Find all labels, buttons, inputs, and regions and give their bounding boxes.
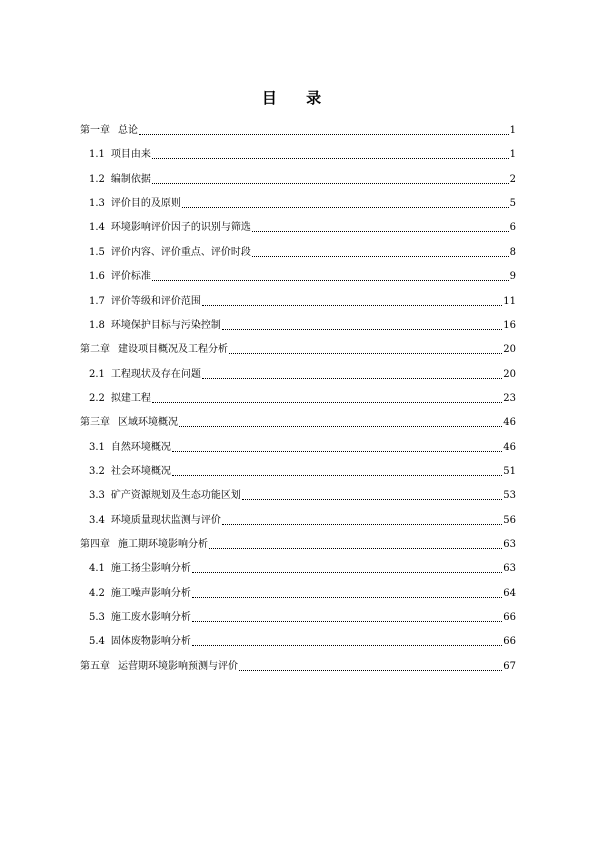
toc-entry-page: 6 bbox=[509, 222, 516, 234]
toc-entry-title: 环境保护目标与污染控制 bbox=[110, 319, 221, 331]
toc-entry-title: 总论 bbox=[118, 125, 138, 136]
toc-entry-page: 11 bbox=[503, 295, 516, 307]
toc-section-entry[interactable] bbox=[89, 440, 516, 454]
toc-entry-title: 社会环境概况 bbox=[110, 465, 171, 477]
toc-entry-number: 4.1 bbox=[89, 563, 105, 575]
toc-entry-number: 1.7 bbox=[89, 295, 105, 307]
toc-leader-dots bbox=[139, 133, 509, 135]
toc-chapter-entry[interactable] bbox=[80, 123, 516, 137]
toc-leader-dots bbox=[192, 644, 502, 646]
toc-entry-page: 67 bbox=[503, 660, 516, 672]
toc-entry-title: 区域环境概况 bbox=[118, 417, 178, 429]
toc-entry-page: 46 bbox=[503, 441, 516, 453]
toc-title: 目 录 bbox=[261, 89, 334, 107]
toc-entry-number: 1.6 bbox=[89, 271, 105, 283]
toc-entry-page: 63 bbox=[503, 539, 516, 550]
toc-chapter-entry[interactable] bbox=[80, 537, 516, 551]
toc-entry-page: 9 bbox=[509, 271, 516, 283]
toc-section-entry[interactable] bbox=[89, 294, 516, 308]
toc-leader-dots bbox=[252, 255, 509, 257]
toc-section-entry[interactable] bbox=[89, 220, 516, 234]
toc-entry-page: 66 bbox=[503, 636, 516, 648]
toc-section-entry[interactable] bbox=[89, 196, 516, 210]
toc-leader-dots bbox=[152, 182, 509, 184]
toc-leader-dots bbox=[172, 474, 502, 476]
toc-entry-title: 施工扬尘影响分析 bbox=[110, 563, 191, 575]
toc-entry-number: 第四章 bbox=[80, 539, 110, 550]
toc-leader-dots bbox=[192, 596, 502, 598]
toc-entry-number: 3.3 bbox=[89, 490, 105, 502]
toc-leader-dots bbox=[242, 498, 502, 500]
toc-entry-title: 评价标准 bbox=[110, 271, 151, 283]
toc-leader-dots bbox=[202, 304, 502, 306]
toc-section-entry[interactable] bbox=[89, 391, 516, 405]
toc-entry-number: 第五章 bbox=[80, 660, 110, 672]
toc-entry-page: 66 bbox=[503, 612, 516, 623]
toc-entry-page: 1 bbox=[509, 149, 516, 161]
toc-entry-page: 46 bbox=[503, 417, 516, 429]
toc-entry-page: 20 bbox=[503, 368, 516, 380]
toc-leader-dots bbox=[152, 279, 509, 281]
toc-entry-number: 1.5 bbox=[89, 246, 105, 258]
toc-entry-number: 2.2 bbox=[89, 392, 105, 404]
toc-section-entry[interactable] bbox=[89, 586, 516, 600]
toc-entry-title: 拟建工程 bbox=[110, 392, 151, 404]
toc-entry-page: 20 bbox=[503, 344, 516, 356]
toc-entry-number: 1.3 bbox=[89, 198, 105, 210]
toc-chapter-entry[interactable] bbox=[80, 415, 516, 429]
toc-entry-title: 评价等级和评价范围 bbox=[110, 295, 201, 307]
toc-entry-title: 建设项目概况及工程分析 bbox=[118, 344, 228, 356]
toc-entry-title: 施工废水影响分析 bbox=[110, 612, 191, 623]
toc-entry-number: 4.2 bbox=[89, 587, 105, 599]
toc-section-entry[interactable] bbox=[89, 610, 516, 624]
toc-entry-number: 第一章 bbox=[80, 125, 110, 136]
toc-entry-page: 2 bbox=[509, 173, 516, 185]
toc-leader-dots bbox=[152, 157, 509, 159]
toc-entry-number: 3.4 bbox=[89, 514, 105, 526]
toc-chapter-entry[interactable] bbox=[80, 659, 516, 673]
toc-entry-title: 工程现状及存在问题 bbox=[110, 368, 201, 380]
toc-entry-number: 1.8 bbox=[89, 319, 105, 331]
toc-leader-dots bbox=[192, 571, 502, 573]
toc-entry-page: 23 bbox=[503, 392, 516, 404]
toc-leader-dots bbox=[209, 547, 502, 549]
toc-entry-page: 51 bbox=[503, 465, 516, 477]
toc-entry-number: 第三章 bbox=[80, 417, 110, 429]
toc-entry-title: 自然环境概况 bbox=[110, 441, 171, 453]
toc-entry-title: 评价目的及原则 bbox=[110, 198, 181, 210]
toc-leader-dots bbox=[222, 523, 502, 525]
toc-section-entry[interactable] bbox=[89, 634, 516, 648]
toc-entry-number: 1.2 bbox=[89, 173, 105, 185]
toc-entry-page: 63 bbox=[503, 563, 516, 575]
toc-entry-number: 2.1 bbox=[89, 368, 105, 380]
toc-entry-number: 5.3 bbox=[89, 612, 105, 623]
toc-entry-title: 施工期环境影响分析 bbox=[118, 539, 208, 550]
toc-entry-title: 评价内容、评价重点、评价时段 bbox=[110, 246, 251, 258]
toc-entry-number: 5.4 bbox=[89, 636, 105, 648]
toc-section-entry[interactable] bbox=[89, 488, 516, 502]
toc-entry-number: 1.4 bbox=[89, 222, 105, 234]
toc-section-entry[interactable] bbox=[89, 147, 516, 161]
toc-leader-dots bbox=[229, 352, 502, 354]
toc-entry-title: 固体废物影响分析 bbox=[110, 636, 191, 648]
toc-entry-page: 56 bbox=[503, 514, 516, 526]
toc-section-entry[interactable] bbox=[89, 172, 516, 186]
toc-leader-dots bbox=[222, 328, 502, 330]
toc-leader-dots bbox=[192, 620, 502, 622]
toc-entry-number: 3.1 bbox=[89, 441, 105, 453]
toc-section-entry[interactable] bbox=[89, 269, 516, 283]
toc-entry-title: 施工噪声影响分析 bbox=[110, 587, 191, 599]
toc-section-entry[interactable] bbox=[89, 245, 516, 259]
toc-leader-dots bbox=[172, 450, 502, 452]
toc-entry-page: 5 bbox=[509, 198, 516, 210]
toc-entry-title: 环境影响评价因子的识别与筛选 bbox=[110, 222, 251, 234]
toc-entry-number: 3.2 bbox=[89, 465, 105, 477]
toc-leader-dots bbox=[152, 401, 502, 403]
toc-entry-title: 编制依据 bbox=[110, 173, 151, 185]
toc-leader-dots bbox=[179, 425, 502, 427]
toc-chapter-entry[interactable] bbox=[80, 342, 516, 356]
toc-section-entry[interactable] bbox=[89, 367, 516, 381]
toc-entry-page: 1 bbox=[509, 125, 516, 136]
toc-leader-dots bbox=[202, 377, 502, 379]
toc-leader-dots bbox=[182, 206, 509, 208]
toc-entry-title: 矿产资源规划及生态功能区划 bbox=[110, 490, 241, 502]
toc-leader-dots bbox=[252, 230, 509, 232]
toc-entry-page: 8 bbox=[509, 246, 516, 258]
toc-entry-title: 项目由来 bbox=[110, 149, 151, 161]
toc-section-entry[interactable] bbox=[89, 513, 516, 527]
toc-entry-page: 64 bbox=[503, 587, 516, 599]
toc-leader-dots bbox=[239, 669, 502, 671]
toc-entry-number: 1.1 bbox=[89, 149, 105, 161]
toc-entry-page: 53 bbox=[503, 490, 516, 502]
toc-entry-title: 环境质量现状监测与评价 bbox=[110, 514, 221, 526]
toc-section-entry[interactable] bbox=[89, 318, 516, 332]
toc-entry-number: 第二章 bbox=[80, 344, 110, 356]
toc-section-entry[interactable] bbox=[89, 464, 516, 478]
toc-entry-page: 16 bbox=[503, 319, 516, 331]
toc-entry-title: 运营期环境影响预测与评价 bbox=[118, 660, 238, 672]
toc-section-entry[interactable] bbox=[89, 561, 516, 575]
